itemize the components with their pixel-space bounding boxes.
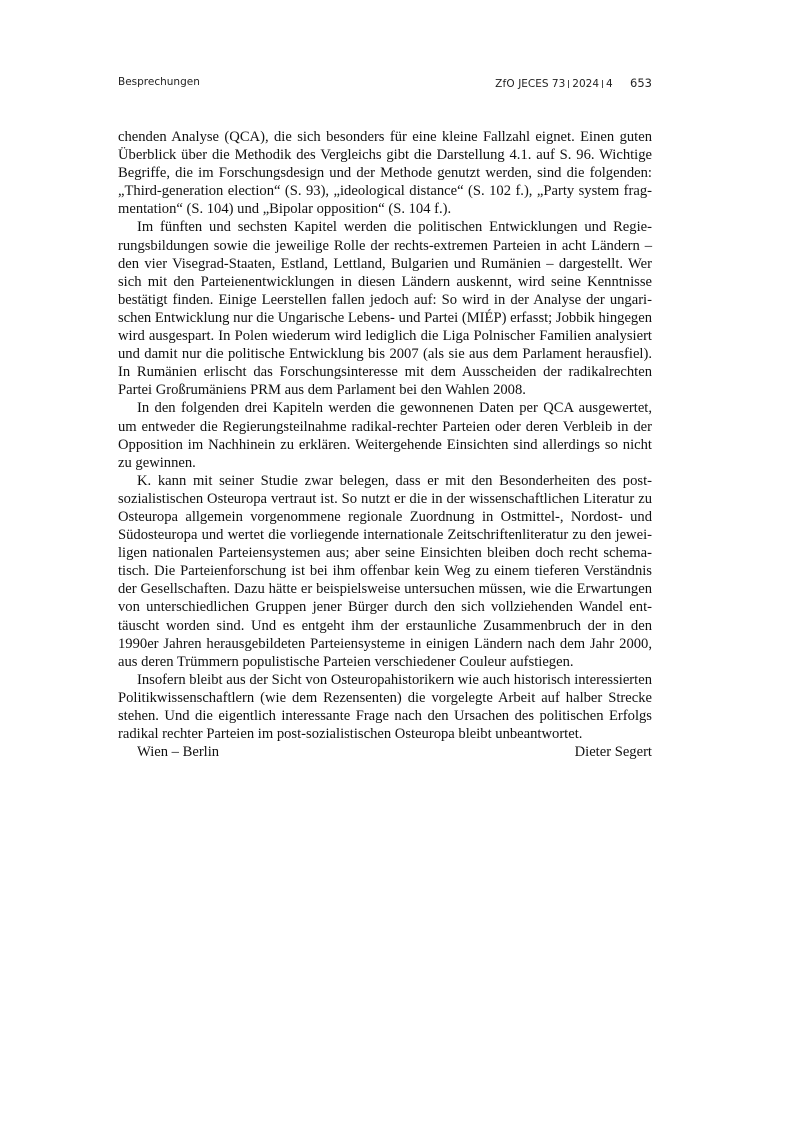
issue-number: 4: [606, 78, 613, 90]
separator: [602, 80, 603, 88]
journal-reference: [495, 76, 652, 90]
separator: [568, 80, 569, 88]
page-number: 653: [630, 76, 652, 90]
signature-line: [118, 743, 652, 761]
year: 2024: [572, 78, 600, 90]
page-header: [118, 76, 652, 92]
paragraph: chenden Analyse (QCA), die sich besonders für eine kleine Fallzahl eignet. Einen guten Überblick über die Methodik des Vergleichs gibt die Darstellung 4.1. auf S. 96. Wichtige Begriffe, die im Forschungsdesign und der Methode genutzt werden, sind die folgenden: „Third-generation election“ (S. 93), „ideological distance“ (S. 102 f.), „Party system fragmentation“ (S. 104) und „Bipolar opposition“ (S. 104 f.).: [118, 129, 652, 218]
review-body: [118, 128, 652, 761]
volume-number: 73: [551, 78, 566, 90]
journal-subname: JECES: [518, 78, 549, 90]
section-title: Besprechungen: [118, 76, 200, 88]
paragraph: K. kann mit seiner Studie zwar belegen, dass er mit den Besonderheiten des postsozialistischen Osteuropa vertraut ist. So nutzt er die in der wissenschaftlichen Literatur zu Osteuropa allgemein vorgenommene regionale Zuordnung in Ostmittel-, Nordost- und Südosteuropa und wertet die vorliegende internationale Zeitschriftenliteratur zu den jeweiligen nationalen Parteiensystemen aus; aber seine Einsichten bleiben doch recht schematisch. Die Parteienforschung ist bei ihm offenbar kein Weg zu einem tieferen Verständnis der Gesellschaften. Dazu hätte er beispielsweise untersuchen müssen, wie die Erwartungen von unterschiedlichen Gruppen jener Bürger durch den sich vollziehenden Wandel enttäuscht worden sind. Und es entgeht ihm der erstaunliche Zusammenbruch der in den 1990er Jahren herausgebildeten Parteiensysteme in einigen Ländern nach dem Jahr 2000, aus deren Trümmern populistische Parteien verschiedener Couleur aufstiegen.: [118, 472, 652, 670]
paragraph: Insofern bleibt aus der Sicht von Osteuropahistorikern wie auch historisch interessierten Politikwissenschaftlern (wie dem Rezensenten) die vorgelegte Arbeit auf halber Strecke stehen. Und die eigentlich interessante Frage nach den Ursachen des politischen Erfolgs radikal rechter Parteien im post-sozialistischen Osteuropa bleibt unbeantwortet.: [118, 671, 652, 743]
paragraph: Im fünften und sechsten Kapitel werden die politischen Entwicklungen und Regierungsbildungen sowie die jeweilige Rolle der rechts-extremen Parteien in acht Ländern – den vier Visegrad-Staaten, Estland, Lettland, Bulgarien und Rumänien – dargestellt. Wer sich mit den Parteienentwicklungen in diesen Ländern auskennt, wird seine Kenntnisse bestätigt finden. Einige Leerstellen fallen jedoch auf: So wird in der Analyse der ungarischen Entwicklung nur die Ungarische Lebens- und Partei (MIÉP) erfasst; Jobbik hingegen wird ausgespart. In Polen wiederum wird lediglich die Liga Polnischer Familien analysiert und damit nur die politische Entwicklung bis 2007 (als sie aus dem Parlament herausfiel). In Rumänien erlischt das Forschungsinteresse mit dem Ausscheiden der radikalrechten Partei Großrumäniens PRM aus dem Parlament bei den Wahlen 2008.: [118, 219, 652, 399]
paragraph: In den folgenden drei Kapiteln werden die gewonnenen Daten per QCA ausgewertet, um entweder die Regierungsteilnahme radikal-rechter Parteien oder deren Verbleib in der Opposition im Nachhinein zu erklären. Weitergehende Einsichten sind allerdings so nicht zu gewinnen.: [118, 400, 652, 471]
signature-author: Dieter Segert: [574, 744, 652, 761]
journal-name: ZfO: [495, 78, 515, 90]
signature-place: Wien – Berlin: [137, 744, 220, 761]
